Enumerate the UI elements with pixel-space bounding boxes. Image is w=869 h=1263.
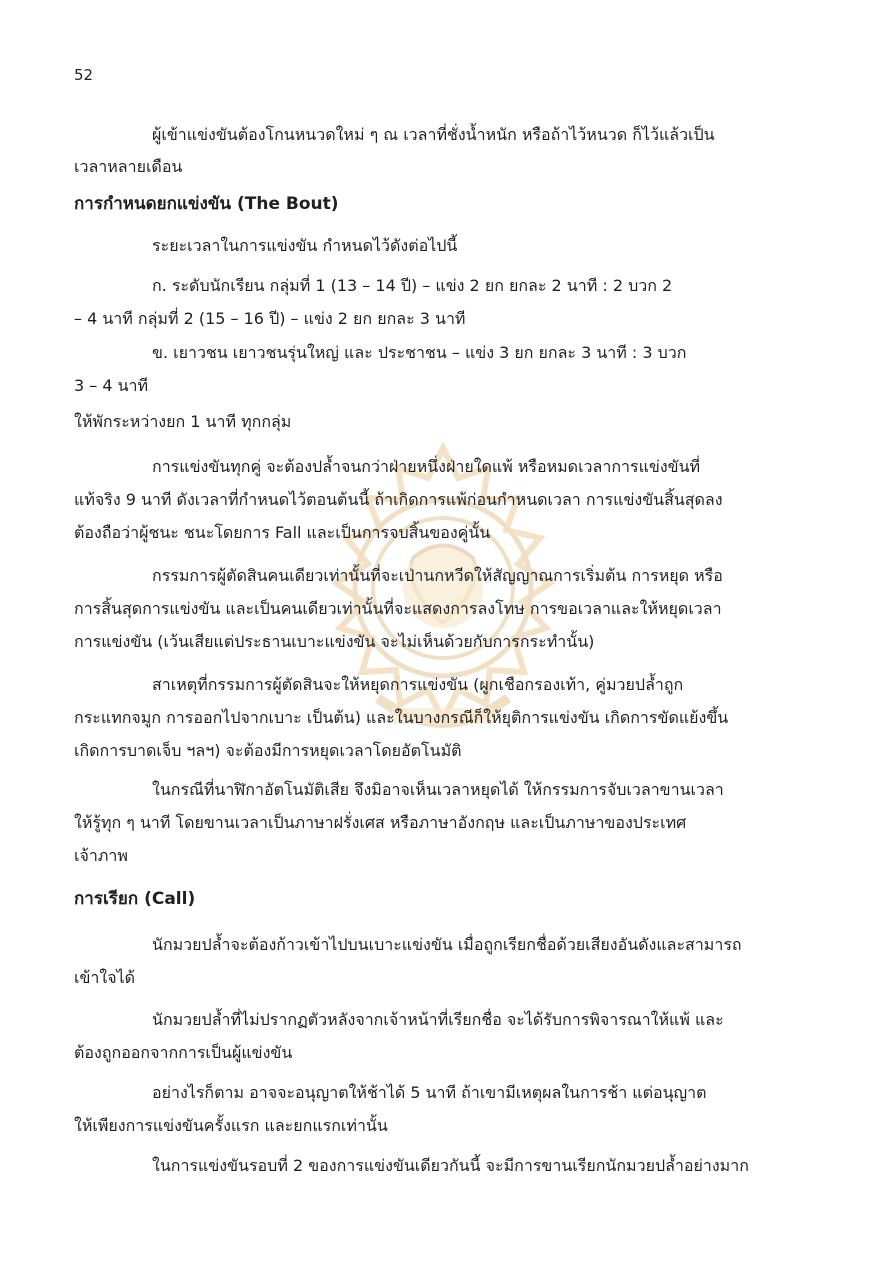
paragraph-line: ผู้เข้าแข่งขันต้องโกนหนวดใหม่ ๆ ณ เวลาที่ชั่งน้ำหนัก หรือถ้าไว้หนวด ก็ไว้แล้วเป็น	[152, 125, 715, 144]
paragraph-line: สาเหตุที่กรรมการผู้ตัดสินจะให้หยุดการแข่งขัน (ผูกเชือกรองเท้า, คู่มวยปล้ำถูก	[152, 675, 684, 694]
paragraph-line: เจ้าภาพ	[74, 846, 128, 865]
paragraph-line: ในกรณีที่นาฬิกาอัตโนมัติเสีย จึงมิอาจเห็นเวลาหยุดได้ ให้กรรมการจับเวลาขานเวลา	[152, 780, 724, 799]
paragraph-line: ต้องถูกออกจากการเป็นผู้แข่งขัน	[74, 1043, 293, 1062]
paragraph-line: ให้รู้ทุก ๆ นาที โดยขานเวลาเป็นภาษาฝรั่งเศส หรือภาษาอังกฤษ และเป็นภาษาของประเทศ	[74, 813, 687, 832]
paragraph-line: แท้จริง 9 นาที ดังเวลาที่กำหนดไว้ตอนต้นนี้ ถ้าเกิดการแพ้ก่อนกำหนดเวลา การแข่งขันสิ้นสุดลง	[74, 490, 723, 509]
paragraph-line: กระแทกจมูก การออกไปจากเบาะ เป็นต้น) และในบางกรณีก็ให้ยุติการแข่งขัน เกิดการขัดแย้งขึ้น	[74, 708, 729, 727]
paragraph-line: การแข่งขันทุกคู่ จะต้องปล้ำจนกว่าฝ่ายหนึ่งฝ่ายใดแพ้ หรือหมดเวลาการแข่งขันที่	[152, 457, 701, 476]
paragraph-line: เกิดการบาดเจ็บ ฯลฯ) จะต้องมีการหยุดเวลาโดยอัตโนมัติ	[74, 741, 462, 760]
paragraph-line: อย่างไรก็ตาม อาจจะอนุญาตให้ช้าได้ 5 นาที ถ้าเขามีเหตุผลในการช้า แต่อนุญาต	[152, 1083, 707, 1102]
paragraph-line: ระยะเวลาในการแข่งขัน กำหนดไว้ดังต่อไปนี้	[152, 236, 458, 255]
paragraph-line: เข้าใจได้	[74, 968, 136, 987]
paragraph-line: การสิ้นสุดการแข่งขัน และเป็นคนเดียวเท่านั้นที่จะแสดงการลงโทษ การขอเวลาและให้หยุดเวลา	[74, 599, 722, 618]
paragraph-line: – 4 นาที กลุ่มที่ 2 (15 – 16 ปี) – แข่ง 2 ยก ยกละ 3 นาที	[74, 309, 466, 328]
paragraph-line: ต้องถือว่าผู้ชนะ ชนะโดยการ Fall และเป็นการจบสิ้นของคู่นั้น	[74, 523, 491, 542]
paragraph-line: ให้เพียงการแข่งขันครั้งแรก และยกแรกเท่านั้น	[74, 1116, 388, 1135]
paragraph-line: ก. ระดับนักเรียน กลุ่มที่ 1 (13 – 14 ปี) – แข่ง 2 ยก ยกละ 2 นาที : 2 บวก 2	[152, 276, 673, 295]
paragraph-line: นักมวยปล้ำจะต้องก้าวเข้าไปบนเบาะแข่งขัน เมื่อถูกเรียกชื่อด้วยเสียงอันดังและสามารถ	[152, 935, 742, 954]
section-heading-call: การเรียก (Call)	[74, 889, 196, 909]
page-number: 52	[74, 66, 94, 84]
paragraph-line: เวลาหลายเดือน	[74, 157, 183, 176]
paragraph-line: การแข่งขัน (เว้นเสียแต่ประธานเบาะแข่งขัน จะไม่เห็นด้วยกับการกระทำนั้น)	[74, 632, 595, 651]
paragraph-line: ข. เยาวชน เยาวชนรุ่นใหญ่ และ ประชาชน – แข่ง 3 ยก ยกละ 3 นาที : 3 บวก	[152, 343, 687, 362]
section-heading-bout: การกำหนดยกแข่งขัน (The Bout)	[74, 194, 339, 214]
paragraph-line: ให้พักระหว่างยก 1 นาที ทุกกลุ่ม	[74, 412, 292, 431]
paragraph-line: กรรมการผู้ตัดสินคนเดียวเท่านั้นที่จะเป่านกหวีดให้สัญญาณการเริ่มต้น การหยุด หรือ	[152, 566, 723, 585]
paragraph-line: 3 – 4 นาที	[74, 376, 149, 395]
paragraph-line: ในการแข่งขันรอบที่ 2 ของการแข่งขันเดียวกันนี้ จะมีการขานเรียกนักมวยปล้ำอย่างมาก	[152, 1156, 749, 1175]
paragraph-line: นักมวยปล้ำที่ไม่ปรากฏตัวหลังจากเจ้าหน้าที่เรียกชื่อ จะได้รับการพิจารณาให้แพ้ และ	[152, 1010, 724, 1029]
